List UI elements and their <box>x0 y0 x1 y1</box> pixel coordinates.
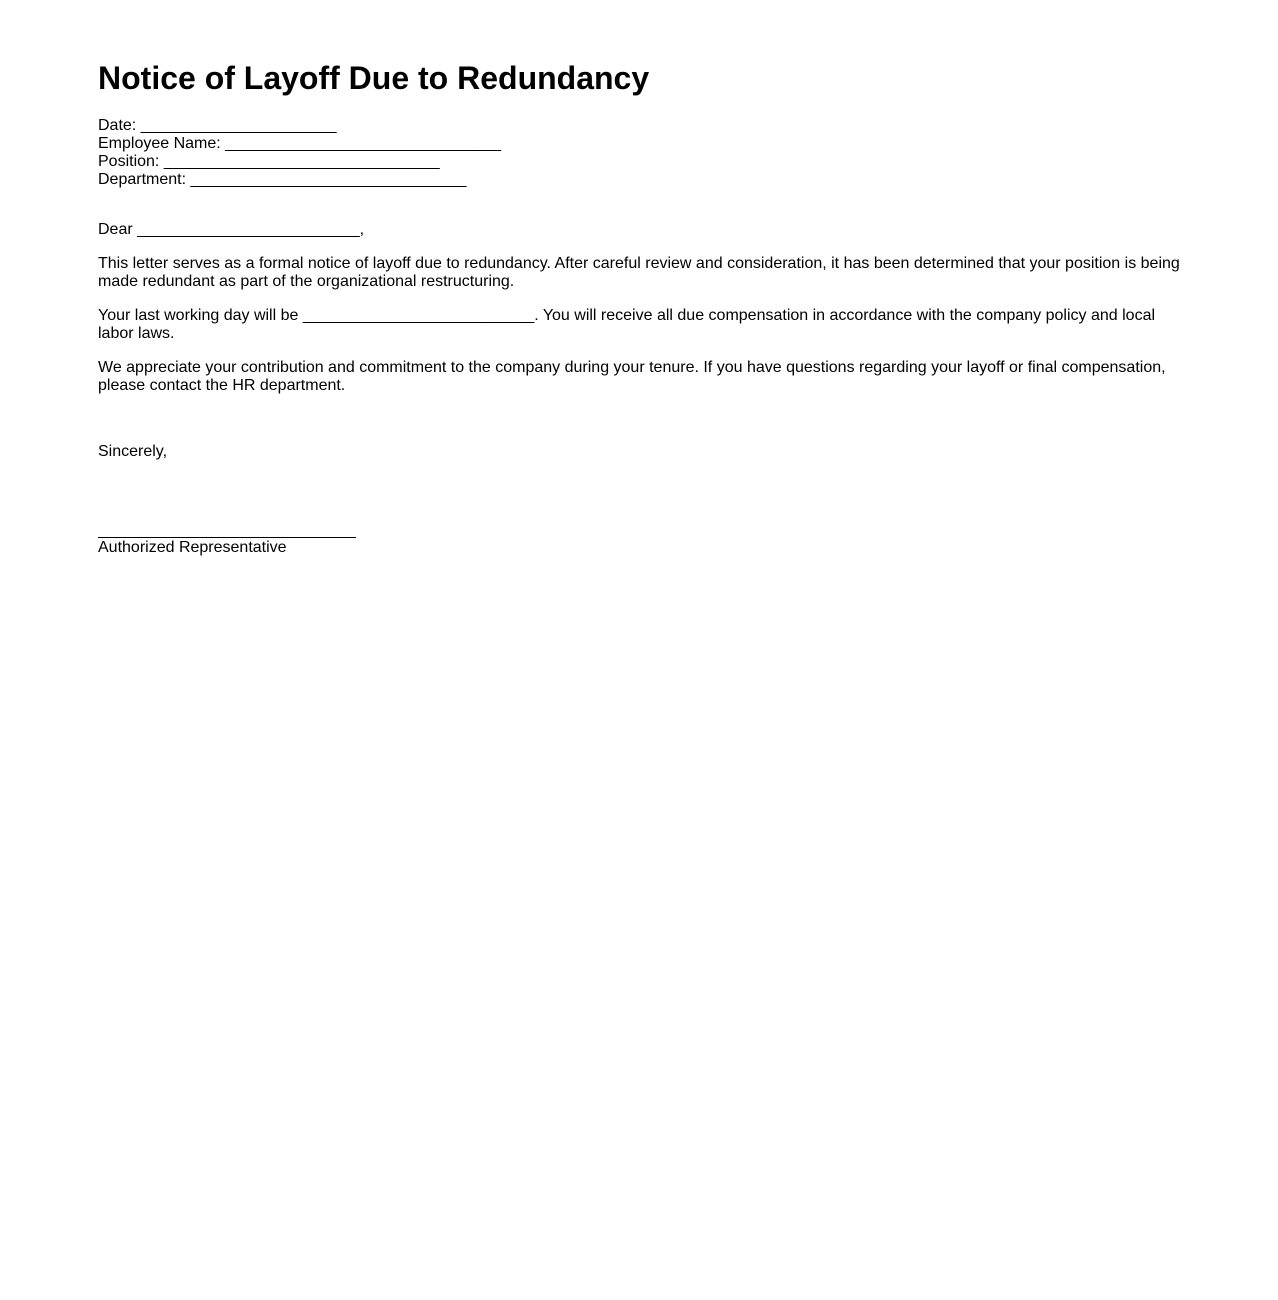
position-field: Position: _______________________________ <box>98 153 440 170</box>
last-day-blank: __________________________ <box>302 307 535 324</box>
salutation: Dear _________________________, <box>98 221 365 238</box>
employee-name-field: Employee Name: _______________________________ <box>98 135 502 152</box>
signature-line <box>98 537 356 538</box>
position-blank: _______________________________ <box>163 153 440 170</box>
paragraph-last-day: Your last working day will be __________________________. You will receive all due compensation in accordance with the company policy and local labor laws. <box>98 307 1156 342</box>
department-blank: _______________________________ <box>190 171 467 188</box>
recipient-blank: _________________________ <box>137 221 360 238</box>
employee-name-blank: _______________________________ <box>225 135 502 152</box>
paragraph-notice: This letter serves as a formal notice of layoff due to redundancy. After careful review and consideration, it has been determined that your position is being made redundant as part of the organizational restructuring. <box>98 255 1180 290</box>
department-field: Department: _______________________________ <box>98 171 467 188</box>
page-title: Notice of Layoff Due to Redundancy <box>98 60 650 96</box>
closing: Sincerely, <box>98 443 168 460</box>
date-blank: ______________________ <box>140 117 337 134</box>
signature-label: Authorized Representative <box>98 539 287 556</box>
letter-body <box>98 221 1188 557</box>
date-field: Date: ______________________ <box>98 117 337 134</box>
header-fields <box>98 117 501 189</box>
paragraph-appreciation: We appreciate your contribution and commitment to the company during your tenure. If you have questions regarding your layoff or final compensation, please contact the HR department. <box>98 359 1166 394</box>
